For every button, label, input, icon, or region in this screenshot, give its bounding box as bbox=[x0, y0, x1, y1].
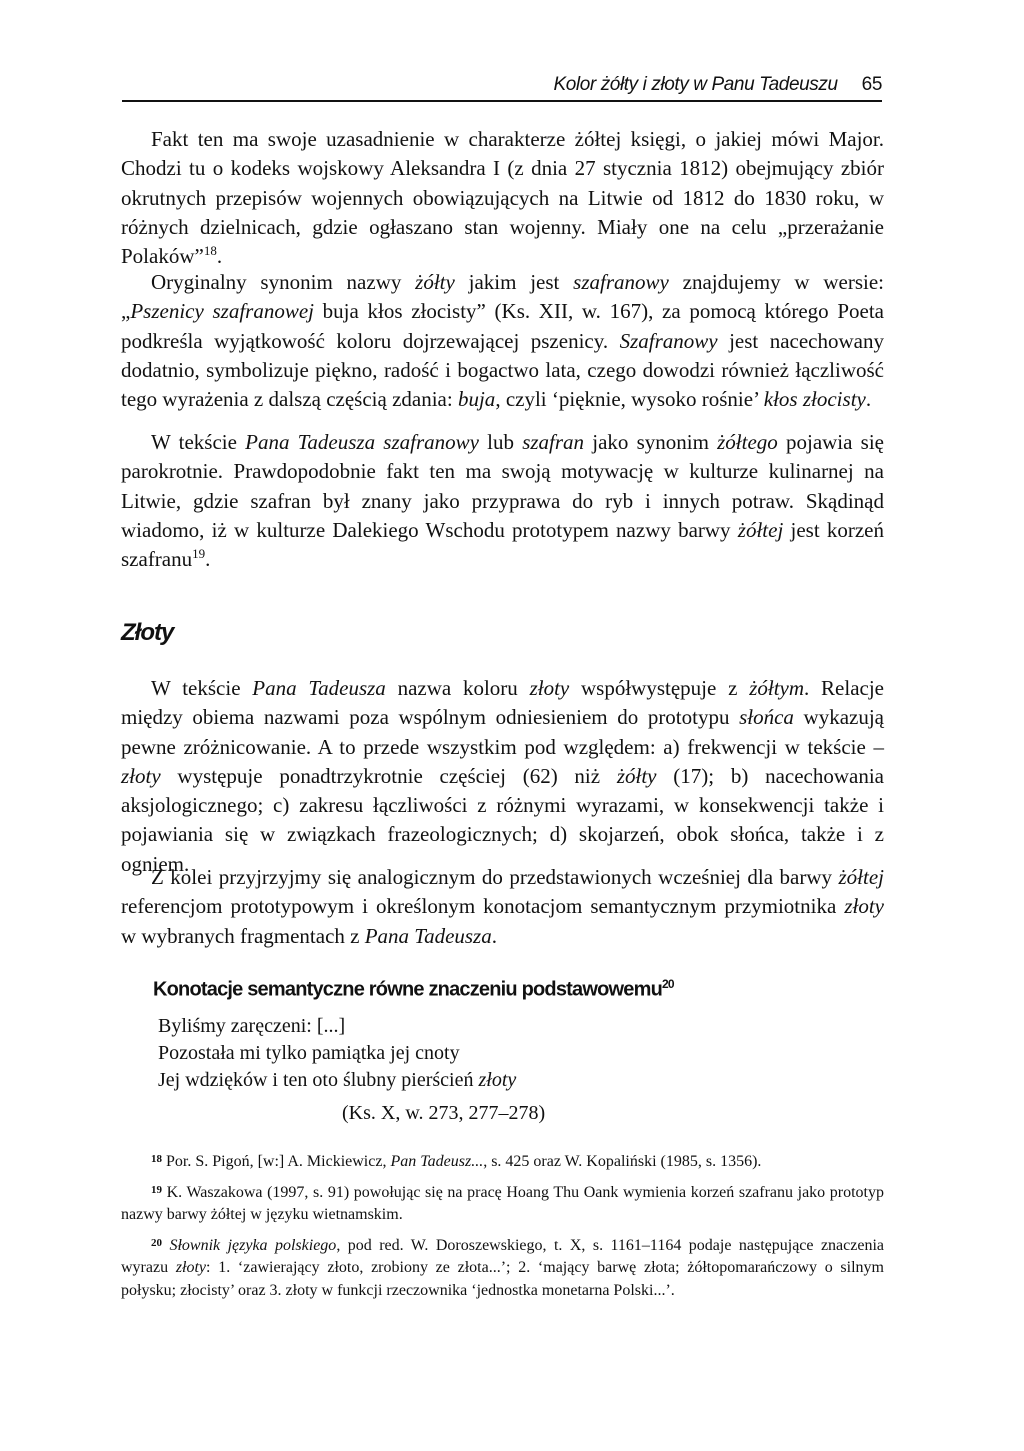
p2-text: Oryginalny synonim nazwy bbox=[151, 270, 416, 294]
p4-text: współwystępuje z bbox=[569, 676, 750, 700]
verse-line-1: Byliśmy zaręczeni: [...] bbox=[158, 1015, 346, 1037]
p4-italic: słońca bbox=[739, 705, 794, 730]
p2-text: jest nacechowany dodatnio, symbolizuje piękno, radość i bogactwo lata, czego dowodzi również łączliwość tego wyrażenia z dalszą częścią zdania: bbox=[121, 328, 884, 412]
p4-text: wykazują pewne zróżnicowanie. A to przede wszystkim pod względem: a) frekwencji w tekście – bbox=[121, 705, 884, 759]
p4-italic: Pana Tadeusza bbox=[252, 676, 386, 700]
page-number: 65 bbox=[861, 74, 882, 95]
paragraph-1-text: Fakt ten ma swoje uzasadnienie w charakterze żółtej księgi, o jakiej mówi Major. Chodzi tu o kodeks wojskowy Aleksandra I (z dnia 27 stycznia 1812) obejmujący zbiór okrutnych przepisów wojennych obowiązujących na Litwie od 1812 do 1830 roku, w różnych dzielnicach, gdzie ogłaszano stan wojenny. Miały one na celu „przerażanie Polaków” bbox=[121, 127, 884, 269]
p3-italic: żółtego bbox=[717, 430, 778, 454]
p3-text: W tekście bbox=[151, 430, 246, 454]
p2-italic: Szafranowy bbox=[619, 328, 718, 353]
verse-line-2: Pozostała mi tylko pamiątka jej cnoty bbox=[158, 1042, 460, 1064]
p3-text: jest korzeń szafranu bbox=[121, 517, 885, 572]
p2-italic: kłos złocisty bbox=[763, 387, 866, 412]
running-head-text: Kolor żółty i złoty w Panu Tadeuszu bbox=[553, 74, 838, 95]
footnote-italic: Słownik języka polskiego bbox=[169, 1236, 337, 1254]
p4-text: W tekście bbox=[151, 676, 253, 700]
p2-italic: szafranowy bbox=[573, 270, 669, 294]
p3-italic: Pana Tadeusza szafranowy bbox=[245, 430, 479, 454]
p5-italic: Pana Tadeusza bbox=[364, 923, 492, 948]
verse-line-3-italic: złoty bbox=[478, 1069, 517, 1091]
paragraph-5 bbox=[121, 863, 884, 951]
paragraph-1-end: . bbox=[216, 244, 223, 269]
paragraph-1 bbox=[121, 125, 884, 271]
running-head-title bbox=[553, 74, 882, 96]
verse-quote bbox=[158, 1013, 516, 1094]
paragraph-4 bbox=[121, 674, 884, 879]
footnotes bbox=[121, 1151, 884, 1310]
p2-text: buja kłos złocisty” (Ks. XII, w. 167), za pomocą którego Poeta podkreśla wyjątkowość koloru dojrzewającej pszenicy. bbox=[121, 299, 885, 353]
footnote-ref-19: 19 bbox=[192, 546, 206, 562]
footnote-ref-18: 18 bbox=[203, 243, 217, 259]
p2-text: . bbox=[865, 387, 872, 412]
footnote-text: , pod red. W. Doroszewskiego, t. X, s. 1161–1164 podaje następujące znaczenia wyrazu bbox=[121, 1236, 885, 1276]
p3-italic: żółtej bbox=[737, 517, 784, 542]
p2-italic: Pszenicy szafranowej bbox=[130, 299, 314, 324]
p2-italic: żółty bbox=[415, 270, 455, 294]
footnote-mark: 19 bbox=[151, 1183, 162, 1196]
p4-text: nazwa koloru bbox=[385, 676, 530, 700]
p4-italic: złoty bbox=[529, 676, 570, 700]
p2-text: , czyli ‘pięknie, wysoko rośnie’ bbox=[495, 387, 764, 412]
footnote-text: Por. S. Pigoń, [w:] A. Mickiewicz, bbox=[166, 1153, 391, 1170]
verse-line-3-text: Jej wdzięków i ten oto ślubny pierścień bbox=[158, 1069, 479, 1091]
p5-text: Z kolei przyjrzyjmy się analogicznym do przedstawionych wcześniej dla barwy bbox=[151, 865, 839, 889]
footnote-mark: 20 bbox=[151, 1236, 162, 1249]
p3-text: jako synonim bbox=[584, 430, 718, 454]
p3-text: pojawia się parokrotnie. Prawdopodobnie fakt ten ma swoją motywację w kulturze kulinarnej na Litwie, gdzie szafran był znany jako przyprawa do ryb i innych potraw. Skądinąd wiadomo, iż w kulturze Dalekiego Wschodu prototypem nazwy barwy bbox=[121, 430, 884, 542]
p3-text: lub bbox=[478, 430, 523, 454]
p2-text: jakim jest bbox=[454, 270, 574, 294]
p4-text: . Relacje między obiema nazwami poza wspólnym odniesieniem do prototypu bbox=[121, 676, 884, 730]
p4-italic: żółty bbox=[616, 763, 657, 788]
p5-italic: złoty bbox=[844, 894, 884, 919]
running-head bbox=[122, 74, 882, 102]
verse-line-3 bbox=[158, 1067, 516, 1094]
p5-text: . bbox=[491, 923, 497, 948]
p4-italic: żółtym bbox=[749, 676, 805, 700]
p5-text: referencjom prototypowym i określonym konotacjom semantycznym przymiotnika bbox=[121, 894, 845, 919]
footnote-text: K. Waszakowa (1997, s. 91) powołując się na pracę Hoang Thu Oank wymienia korzeń szafranu jako prototyp nazwy barwy żółtej w języku wietnamskim. bbox=[121, 1183, 885, 1223]
p5-italic: żółtej bbox=[838, 865, 884, 889]
p4-text: (17); b) nacechowania aksjologicznego; c) zakresu łączliwości z różnymi wyrazami, w konsekwencji także i pojawiania się w związkach frazeologicznych; d) skojarzeń, obok słońca, także i z ogniem. bbox=[121, 763, 884, 876]
verse-source: (Ks. X, w. 273, 277–278) bbox=[342, 1102, 546, 1124]
footnote-italic: Pan Tadeusz... bbox=[390, 1153, 484, 1170]
footnote-text: : 1. ‘zawierający złoto, zrobiony ze złota...’; 2. ‘mający barwę złota; żółtopomarańczowy o silnym połysku; złocisty’ oraz 3. złoty w funkcji rzeczownika ‘jednostka monetarna Polski...’. bbox=[121, 1259, 884, 1299]
p3-text: . bbox=[205, 547, 211, 572]
p3-italic: szafran bbox=[522, 430, 585, 454]
p4-text: występuje ponadtrzykrotnie częściej (62) niż bbox=[160, 763, 617, 788]
p5-text: w wybranych fragmentach z bbox=[121, 923, 365, 948]
footnote-18 bbox=[121, 1151, 884, 1174]
paragraph-3 bbox=[121, 428, 884, 574]
p4-italic: złoty bbox=[121, 763, 161, 788]
section-heading-zloty: Złoty bbox=[121, 619, 174, 646]
section-heading-konotacje bbox=[153, 977, 674, 1002]
footnote-20 bbox=[121, 1235, 884, 1303]
paragraph-2 bbox=[121, 268, 884, 414]
footnote-mark: 18 bbox=[151, 1153, 162, 1165]
konotacje-heading-text: Konotacje semantyczne równe znaczeniu podstawowemu bbox=[153, 978, 663, 1001]
footnote-italic: złoty bbox=[175, 1259, 207, 1276]
p2-italic: buja bbox=[457, 387, 496, 412]
footnote-text: , s. 425 oraz W. Kopaliński (1985, s. 1356). bbox=[483, 1153, 762, 1170]
footnote-19 bbox=[121, 1182, 884, 1227]
p2-text: znajdujemy w wersie: „ bbox=[121, 270, 884, 324]
footnote-ref-20: 20 bbox=[662, 977, 674, 991]
